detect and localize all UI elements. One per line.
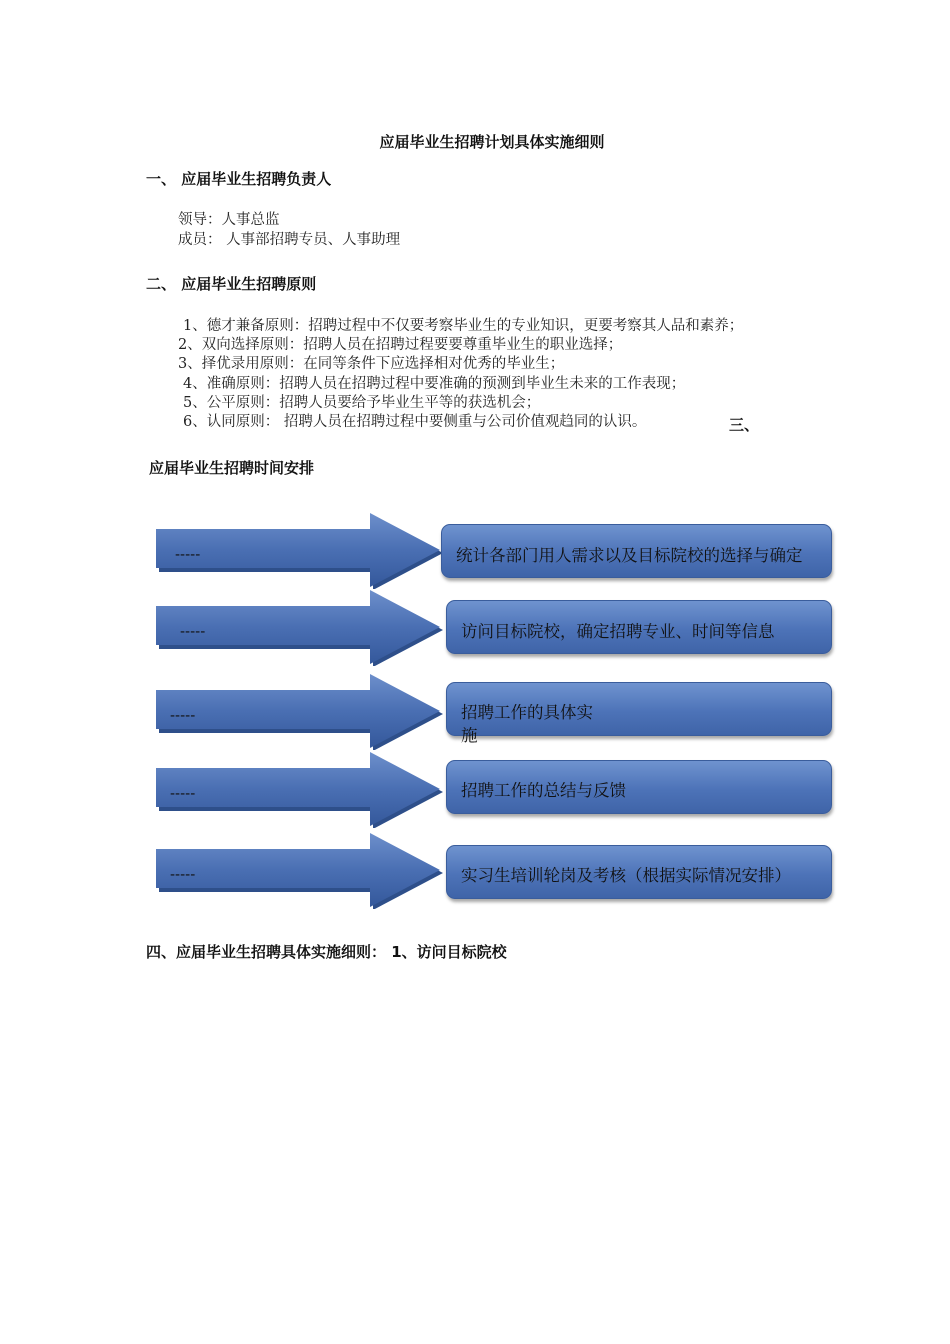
step-text: 招聘工作的总结与反馈 [461, 781, 626, 800]
flow-step-2 [0, 590, 950, 670]
arrow-shape [156, 833, 446, 909]
section4-heading: 四、应届毕业生招聘具体实施细则： 1、访问目标院校 [146, 943, 507, 961]
flow-step-4 [0, 752, 950, 832]
principle-2: 2、双向选择原则：招聘人员在招聘过程要要尊重毕业生的职业选择； [178, 337, 623, 353]
principle-3: 3、择优录用原则：在同等条件下应选择相对优秀的毕业生； [178, 356, 565, 372]
section3-number: 三、 [729, 416, 760, 434]
section2-heading: 二、 应届毕业生招聘原则 [146, 275, 317, 293]
arrow-label: ----- [175, 547, 201, 563]
leader-line: 领导：人事总监 [178, 212, 280, 228]
section1-heading: 一、 应届毕业生招聘负责人 [146, 170, 332, 188]
principle-4: 4、准确原则：招聘人员在招聘过程中要准确的预测到毕业生未来的工作表现； [183, 376, 686, 392]
page-title: 应届毕业生招聘计划具体实施细则 [379, 133, 605, 151]
flow-step-3 [0, 674, 950, 754]
flow-step-5 [0, 833, 950, 913]
arrow-shape [156, 674, 446, 750]
principle-1: 1、德才兼备原则：招聘过程中不仅要考察毕业生的专业知识，更要考察其人品和素养； [183, 318, 744, 334]
arrow-shape [156, 752, 446, 828]
step-text: 访问目标院校，确定招聘专业、时间等信息 [461, 622, 775, 641]
principle-6: 6、认同原则： 招聘人员在招聘过程中要侧重与公司价值观趋同的认识。 [183, 414, 647, 430]
arrow-label: ----- [170, 786, 196, 802]
principle-5: 5、公平原则：招聘人员要给予毕业生平等的获选机会； [183, 395, 541, 411]
step-text: 招聘工作的具体实施 [461, 703, 593, 745]
arrow-label: ----- [180, 624, 206, 640]
step-text: 统计各部门用人需求以及目标院校的选择与确定 [456, 546, 803, 565]
members-line: 成员： 人事部招聘专员、人事助理 [178, 232, 401, 248]
section3-heading: 应届毕业生招聘时间安排 [149, 459, 315, 477]
arrow-label: ----- [170, 867, 196, 883]
flow-step-1 [0, 513, 950, 593]
arrow-label: ----- [170, 708, 196, 724]
step-text: 实习生培训轮岗及考核（根据实际情况安排） [461, 866, 791, 885]
